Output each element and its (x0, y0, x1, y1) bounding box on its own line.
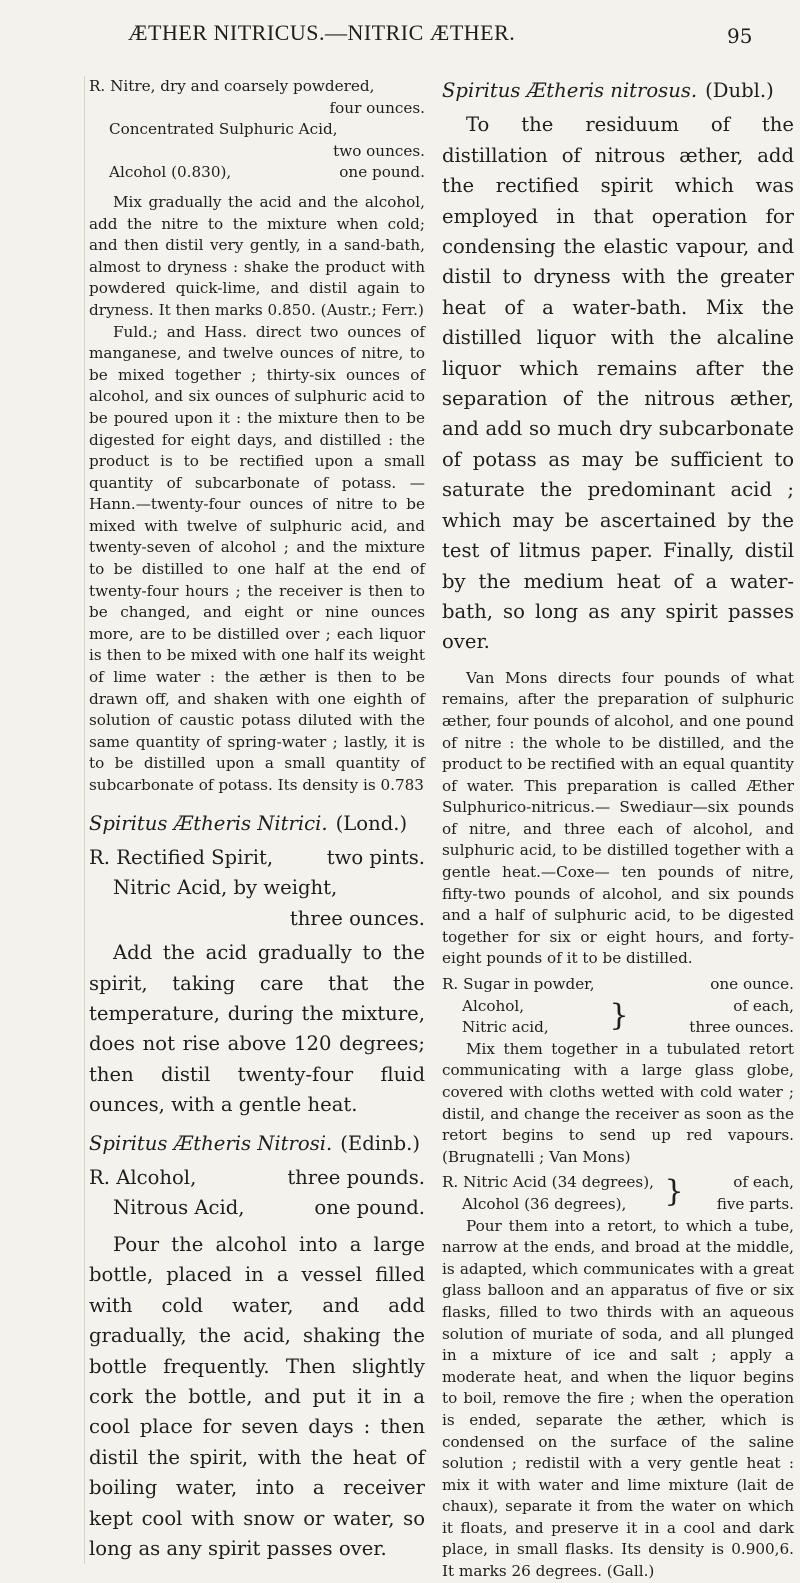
heading-dubl (442, 76, 794, 106)
paragraph-lond: Add the acid gradually to the spirit, taking care that the temperature, during the mixture, does not rise above 120 degrees; then distil twenty-four fluid ounces, with a gentle heat. (89, 941, 425, 1117)
paragraph-austr: Mix gradually the acid and the alcohol, add the nitre to the mixture when cold; and then distil very gently, in a sand-bath, almost to dryness : shake the product with powdered quick-lime, and distil again to dryness. It then marks 0.850. (Austr.; Ferr.) (89, 192, 425, 319)
recipe-sugar (442, 974, 794, 1039)
paragraph-gall: Pour them into a retort, to which a tube, narrow at the ends, and broad at the middle, is adapted, which communicates with a great glass balloon and an apparatus of five or six flasks, filled to two thirds with an aqueous solution of muriate of soda, and all plunged in a mixture of ice and salt ; apply a moderate heat, and when the liquor begins to boil, remove the fire ; when the operation is ended, separate the æther, which is condensed on the surface of the saline solution ; redistil with a very gentle heat : mix it with water and lime mixture (lait de chaux), separate it from the water on which it floats, and preserve it in a cool and dark place, in small flasks. Its density is 0.900,6. It marks 26 degrees. (Gall.) (442, 1216, 794, 1581)
brace: } (609, 997, 629, 1033)
recipe-line (89, 873, 425, 903)
heading-edinb (89, 1129, 425, 1159)
ingredient: R. Alcohol, (89, 1166, 197, 1190)
quantity-list (686, 1172, 794, 1215)
recipe-line (89, 904, 425, 934)
recipe-line (89, 98, 425, 120)
paragraph-fuld-hann: Fuld.; and Hass. direct two ounces of manganese, and twelve ounces of nitre, to be mixed together ; thirty-six ounces of alcohol, and six ounces of sulphuric acid to be poured upon it : the mixture then to be digested for eight days, and distilled : the product is to be rectified upon a small quantity of subcarbonate of potass. — Hann.—twenty-four ounces of nitre to be mixed with twelve of sulphuric acid, and twenty-seven of alcohol ; and the mixture to be distilled to one half at the end of twenty-four hours ; the receiver is then to be changed, and eight or nine ounces more, are to be distilled over ; each liquor is then to be mixed with one half its weight of lime water : the æther is then to be drawn off, and shaken with one eighth of solution of caustic potass diluted with the same quantity of spring-water ; lastly, it is to be distilled upon a small quantity of subcarbonate of potass. Its density is 0.783 (89, 322, 425, 794)
ingredient: Nitric acid, (462, 1018, 549, 1037)
ingredient: Concentrated Sulphuric Acid, (109, 120, 338, 139)
heading-title: Spiritus Ætheris Nitrosi. (89, 1131, 333, 1155)
page-header (0, 0, 800, 50)
recipe-line (89, 119, 425, 141)
recipe-gall (442, 1172, 794, 1215)
ingredient: Nitrous Acid, (113, 1196, 245, 1220)
recipe-lond (89, 843, 425, 934)
recipe-line (89, 1163, 425, 1193)
heading-source: (Lond.) (335, 811, 408, 835)
heading-source: (Dubl.) (705, 79, 774, 102)
brace: } (664, 1174, 684, 1210)
ingredient: R. Nitre, dry and coarsely powdered, (89, 77, 375, 95)
recipe-edinb (89, 1163, 425, 1224)
brace-group (442, 1172, 794, 1215)
paragraph-edinb: Pour the alcohol into a large bottle, placed in a vessel filled with cold water, and add gradually, the acid, shaking the bottle frequently. Then slightly cork the bottle, and put it in a cool place for seven days : then distil the spirit, with the heat of boiling water, into a receiver kept cool with snow or water, so long as any spirit passes over. (89, 1232, 425, 1560)
paragraph-van-mons: Van Mons directs four pounds of what remains, after the preparation of sulphuric æther, four pounds of alcohol, and one pound of nitre : the whole to be distilled, and the product to be rectified with an equal quantity of water. This preparation is called Æther Sulphurico-nitricus.— Swediaur—six pounds of nitre, and three each of alcohol, and sulphuric acid, to be distilled together with a gentle heat.—Coxe— ten pounds of nitre, fifty-two pounds of alcohol, and six pounds and a half of sulphuric acid, to be digested together for six or eight hours, and forty-eight pounds of it to be distilled. (442, 668, 794, 968)
quantity: five parts. (716, 1194, 794, 1213)
recipe-line (89, 141, 425, 163)
ingredient: R. Sugar in powder, (442, 975, 595, 994)
ingredient: Nitric Acid, by weight, (113, 876, 338, 900)
quantity: of each, (733, 1173, 794, 1192)
recipe-austr (89, 76, 425, 184)
left-column (84, 76, 425, 1564)
quantity: four ounces. (329, 98, 425, 117)
ingredient: Alcohol (36 degrees), (462, 1194, 627, 1213)
ingredient-list (442, 1172, 662, 1215)
quantity: one pound. (339, 163, 425, 182)
quantity: one pound. (314, 1196, 425, 1220)
paragraph-brugnatelli: Mix them together in a tubulated retort communicating with a large glass globe, covered with cloths wetted with cold water ; distil, and change the receiver as soon as the retort begins to send up red vapours. (Brugnatelli ; Van Mons) (442, 1039, 794, 1166)
quantity: one ounce. (710, 975, 794, 994)
brace-group (442, 996, 794, 1039)
ingredient: R. Rectified Spirit, (89, 846, 274, 869)
ingredient-list (462, 996, 607, 1039)
page-number: 95 (727, 24, 753, 48)
paragraph-dubl: To the residuum of the distillation of nitrous æther, add the rectified spirit which was employed in that operation for condensing the elastic vapour, and distil to dryness with the greater heat of a water-bath. Mix the distilled liquor with the alcaline liquor which remains after the separation of the nitrous æther, and add so much dry subcarbonate of potass as may be sufficient to saturate the predominant acid ; which may be ascertained by the test of litmus paper. Finally, distil by the medium heat of a water-bath, so long as any spirit passes over. (442, 113, 794, 654)
heading-lond (89, 809, 425, 839)
quantity: of each, (733, 996, 794, 1015)
ingredient: Alcohol (0.830), (109, 163, 232, 182)
recipe-line (442, 974, 794, 996)
quantity-list (631, 996, 794, 1039)
running-head: ÆTHER NITRICUS.—NITRIC ÆTHER. (128, 20, 516, 45)
heading-title: Spiritus Ætheris nitrosus. (442, 79, 698, 102)
recipe-line (89, 843, 425, 873)
quantity: two ounces. (333, 141, 425, 160)
quantity: two pints. (326, 846, 425, 869)
heading-source: (Edinb.) (340, 1131, 421, 1155)
quantity: three ounces. (289, 906, 425, 930)
ingredient: Alcohol, (462, 996, 525, 1015)
recipe-line (89, 1193, 425, 1223)
quantity: three ounces. (689, 1018, 794, 1037)
quantity: three pounds. (287, 1166, 425, 1190)
heading-title: Spiritus Ætheris Nitrici. (89, 811, 328, 835)
right-column (442, 76, 794, 1583)
recipe-line (89, 76, 425, 98)
ingredient: R. Nitric Acid (34 degrees), (442, 1173, 654, 1192)
recipe-line (89, 162, 425, 184)
